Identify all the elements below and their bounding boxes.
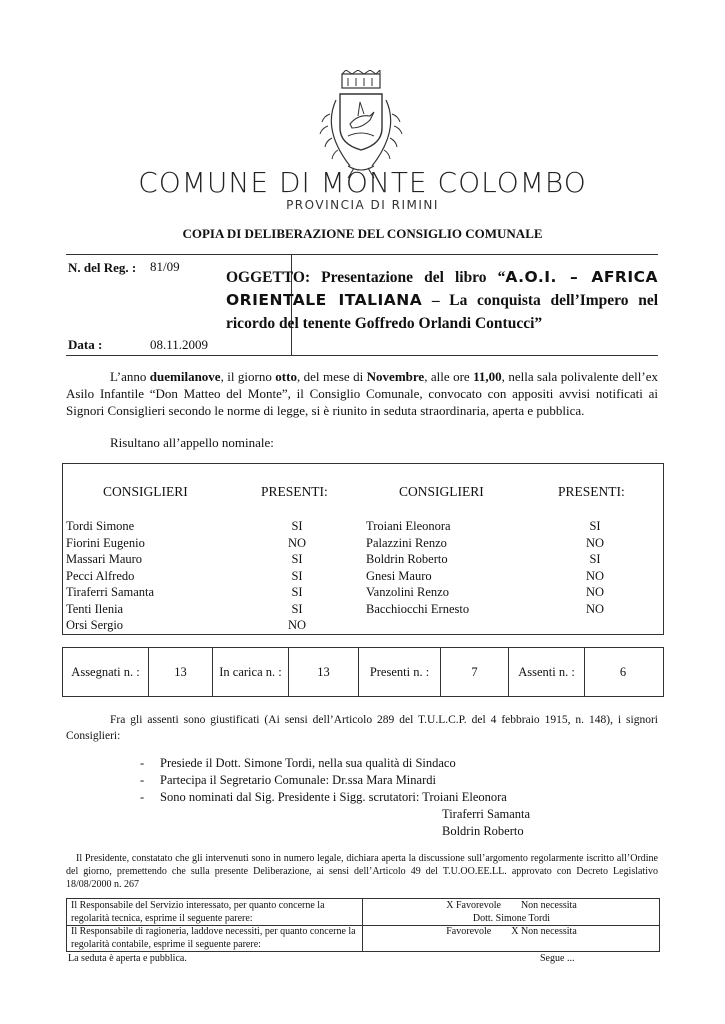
presence-value: NO xyxy=(585,601,605,616)
table-row: Tiraferri Samanta xyxy=(66,585,155,599)
presence-value: NO xyxy=(287,535,307,550)
roll-call-intro: Risultano all’appello nominale: xyxy=(110,435,274,450)
accounting-opinion-label: Il Responsabile di ragioneria, laddove necessiti, per quanto concerne la regolarità contabile, esprime il seguente parere: xyxy=(67,925,363,951)
in-office-label: In carica n. : xyxy=(213,648,289,696)
right-header-consiglieri: CONSIGLIERI xyxy=(399,484,484,499)
in-office-value: 13 xyxy=(289,648,359,696)
municipality-title: COMUNE DI MONTE COLOMBO xyxy=(138,166,587,199)
registry-number-value: 81/09 xyxy=(150,259,180,274)
president-note: Il Presidente, constatato che gli intervenuti sono in numero legale, dichiara aperta la discussione sull’argomento regolarmente iscritto all’Ordine del giorno, premettendo che sulla presente Deliberazione, ai sensi dell’Articolo 49 del T.U.OO.EE.LL. approvato con Decreto Legislativo 18/08/2000 n. 267 xyxy=(66,853,658,890)
subject-book-title: A.O.I. – AFRICA ORIENTALE ITALIANA xyxy=(226,268,658,309)
continues-note: Segue ... xyxy=(540,953,575,964)
left-names-column xyxy=(66,518,154,634)
table-row: Boldrin Roberto xyxy=(366,552,448,566)
table-row: Tordi Simone xyxy=(66,519,135,533)
list-item: - Presiede il Dott. Simone Tordi, nella sua qualità di Sindaco xyxy=(140,756,456,770)
registry-number-label: N. del Reg. : xyxy=(68,260,137,275)
presence-value: SI xyxy=(291,552,303,566)
subject-text xyxy=(226,266,658,335)
table-row: Fiorini Eugenio xyxy=(66,535,145,550)
table-row: Orsi Sergio xyxy=(66,618,124,632)
presence-value: NO xyxy=(585,585,605,599)
presence-value: NO xyxy=(585,568,605,583)
proceedings-list xyxy=(140,755,507,806)
intro-paragraph: L’anno duemilanove, il giorno otto, del mese di Novembre, alle ore 11,00, nella sala polivalente dell’ex Asilo Infantile “Don Matteo del Monte”, il Consiglio Comunale, convocato con appositi avvisi notificati ai Signori Consiglieri secondo le norme di legge, si è riunito in seduta straordinaria, aperta e pubblica. xyxy=(66,369,658,418)
table-row: Palazzini Renzo xyxy=(366,535,447,550)
assigned-value: 13 xyxy=(149,648,213,696)
list-item: Tiraferri Samanta xyxy=(442,807,531,821)
technical-opinion-label: Il Responsabile del Servizio interessato, per quanto concerne la regolarità tecnica, esprime il seguente parere: xyxy=(67,899,363,925)
left-header-presenti: PRESENTI: xyxy=(261,484,328,499)
presence-value: SI xyxy=(291,519,303,533)
list-item: Boldrin Roberto xyxy=(442,824,524,838)
table-row: Pecci Alfredo xyxy=(66,568,135,583)
presence-value: SI xyxy=(589,519,601,533)
presence-value: SI xyxy=(291,585,303,599)
document-heading: COPIA DI DELIBERAZIONE DEL CONSIGLIO COMUNALE xyxy=(182,226,543,241)
present-value: 7 xyxy=(441,648,509,696)
date-label: Data : xyxy=(68,337,103,352)
table-row: Vanzolini Renzo xyxy=(366,585,449,599)
table-row: Tenti Ilenia xyxy=(66,601,124,616)
date-value: 08.11.2009 xyxy=(150,337,209,352)
technical-opinion-value: X Favorevole Non necessita Dott. Simone Tordi xyxy=(446,900,577,924)
right-presence-column xyxy=(565,518,625,617)
table-row: Gnesi Mauro xyxy=(366,568,432,583)
table-row: Troiani Eleonora xyxy=(366,519,451,533)
absent-value: 6 xyxy=(619,665,627,679)
technical-opinion-row xyxy=(67,899,659,926)
left-header-consiglieri: CONSIGLIERI xyxy=(103,484,188,499)
session-open-note: La seduta è aperta e pubblica. xyxy=(68,953,187,964)
right-names-column xyxy=(366,518,469,617)
province-subtitle: PROVINCIA DI RIMINI xyxy=(286,198,439,212)
presence-value: NO xyxy=(287,618,307,632)
table-row: Massari Mauro xyxy=(66,552,143,566)
attendance-table xyxy=(62,463,664,635)
assigned-label: Assegnati n. : xyxy=(63,648,149,696)
table-row: Bacchiocchi Ernesto xyxy=(366,601,470,616)
subject-rest: – La conquista dell’Impero nel ricordo del tenente Goffredo Orlandi Contucci” xyxy=(226,292,658,332)
justified-absences-note: Fra gli assenti sono giustificati (Ai sensi dell’Articolo 289 del T.U.L.C.P. del 4 febbraio 1915, n. 148), i signori Consiglieri: xyxy=(66,714,658,742)
right-header-presenti: PRESENTI: xyxy=(558,484,625,499)
municipal-coat-of-arms-icon xyxy=(300,70,422,180)
present-label: Presenti n. : xyxy=(359,648,441,696)
presence-value: NO xyxy=(585,535,605,550)
presence-value: SI xyxy=(589,552,601,566)
counts-table xyxy=(62,647,664,697)
opinions-grid xyxy=(66,898,660,952)
subject-prefix: OGGETTO: Presentazione del libro “ xyxy=(226,269,506,286)
presence-value: SI xyxy=(291,568,303,583)
list-item: - Partecipa il Segretario Comunale: Dr.ssa Mara Minardi xyxy=(140,773,436,787)
additional-scrutineers xyxy=(442,806,530,840)
list-item: - Sono nominati dal Sig. Presidente i Sigg. scrutatori: Troiani Eleonora xyxy=(140,790,507,804)
presence-value: SI xyxy=(291,601,303,616)
accounting-opinion-value: Favorevole X Non necessita xyxy=(446,926,577,937)
left-presence-column xyxy=(267,518,327,634)
absent-label: Assenti n. : xyxy=(509,648,585,696)
accounting-opinion-row xyxy=(67,925,659,951)
